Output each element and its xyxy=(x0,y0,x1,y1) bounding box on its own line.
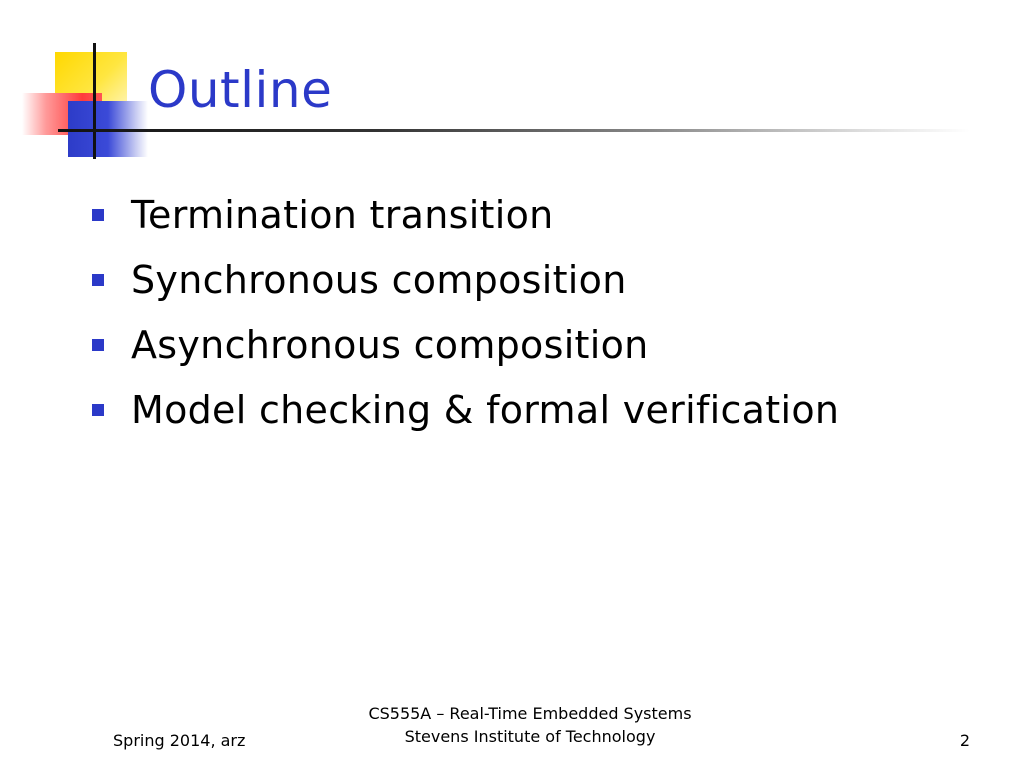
square-bullet-icon xyxy=(92,339,104,351)
corner-decoration xyxy=(0,0,160,170)
square-bullet-icon xyxy=(92,274,104,286)
bullet-item xyxy=(92,377,839,442)
vertical-rule xyxy=(93,43,96,159)
bullet-text: Termination transition xyxy=(131,192,554,237)
bullet-item xyxy=(92,312,839,377)
bullet-item xyxy=(92,182,839,247)
slide-number: 2 xyxy=(959,731,970,750)
footer-date-author: Spring 2014, arz xyxy=(113,731,246,750)
square-bullet-icon xyxy=(92,209,104,221)
bullet-text: Model checking & formal verification xyxy=(131,387,840,432)
bullet-text: Asynchronous composition xyxy=(131,322,649,367)
square-bullet-icon xyxy=(92,404,104,416)
bullet-list xyxy=(92,182,839,442)
bullet-text: Synchronous composition xyxy=(131,257,627,302)
footer-course-title: CS555A – Real-Time Embedded Systems xyxy=(368,704,692,723)
title-underline-rule xyxy=(58,129,970,132)
bullet-item xyxy=(92,247,839,312)
footer-course-info xyxy=(330,702,730,748)
slide-title: Outline xyxy=(148,61,333,119)
footer-institution: Stevens Institute of Technology xyxy=(404,727,656,746)
